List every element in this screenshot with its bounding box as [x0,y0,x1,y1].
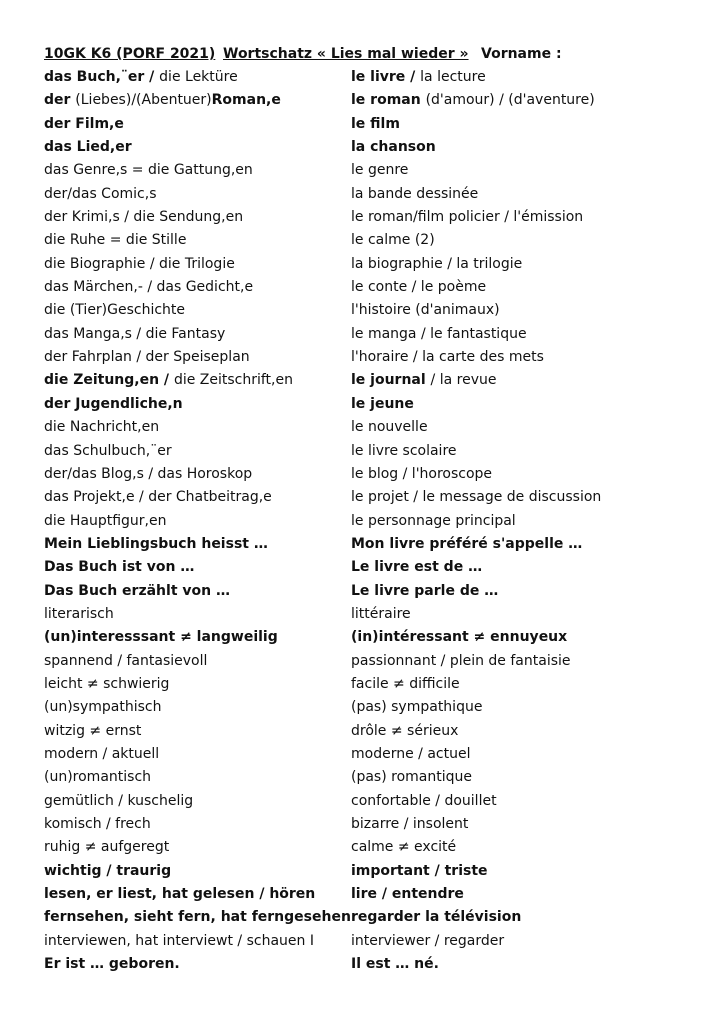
term-segment: (un)interesssant ≠ langweilig [44,629,278,646]
french-term [351,346,544,369]
term-segment: modern / aktuell [44,745,160,762]
french-term [351,790,497,813]
term-segment: Mein Lieblingsbuch heisst … [44,535,268,552]
french-term [351,440,457,463]
vocab-row [44,416,684,439]
term-segment: spannend / fantasievoll [44,652,208,669]
french-term [351,626,567,649]
french-term [351,369,496,392]
german-term [44,906,351,929]
course-code: 10GK K6 (PORF 2021) [44,46,216,62]
german-term [44,136,132,159]
vocabulary-sheet [44,44,684,976]
french-term [351,229,435,252]
term-segment: lesen, er liest, hat gelesen / hören [44,886,316,903]
french-term [351,953,439,976]
german-term [44,369,293,392]
term-segment: witzig ≠ ernst [44,722,142,739]
vocab-row [44,883,684,906]
vocab-row [44,136,684,159]
vocab-row [44,603,684,626]
german-term [44,696,161,719]
german-term [44,743,159,766]
vocab-row [44,299,684,322]
term-segment: der Film,e [44,115,124,132]
term-segment: das Lied,er [44,139,132,156]
french-term [351,580,498,603]
vocab-row [44,113,684,136]
german-term [44,930,314,953]
german-term [44,533,268,556]
term-segment: le calme (2) [351,232,435,249]
vocab-row [44,953,684,976]
french-term [351,813,468,836]
term-segment: interviewer / regarder [351,932,505,949]
term-segment: Er ist … geboren. [44,956,180,973]
french-term [351,743,470,766]
french-term [351,276,486,299]
vocab-row [44,696,684,719]
german-term [44,89,281,112]
term-segment: die Lektüre [159,69,238,85]
vocab-row [44,743,684,766]
vocab-row [44,930,684,953]
vocab-row [44,836,684,859]
term-segment: le blog / l'horoscope [351,465,493,482]
term-segment: la lecture [420,69,486,85]
german-term [44,650,207,673]
vocab-row [44,790,684,813]
french-term [351,416,428,439]
vocab-row [44,720,684,743]
term-segment: l'histoire (d'animaux) [351,302,500,319]
german-term [44,790,193,813]
french-term [351,930,504,953]
vocab-row [44,813,684,836]
term-segment: (un)sympathisch [44,699,162,716]
vocab-row [44,206,684,229]
sheet-header [44,44,684,64]
vocab-row [44,510,684,533]
french-term [351,556,482,579]
german-term [44,813,151,836]
french-term [351,89,595,112]
german-term [44,766,151,789]
term-segment: Mon livre préféré s'appelle … [351,535,583,552]
term-segment: (Liebes)/(Abentuer) [75,92,212,109]
term-segment: littéraire [351,605,411,622]
vocab-row [44,906,684,929]
vocab-row [44,346,684,369]
term-segment: Il est … né. [351,956,439,973]
vocab-row [44,89,684,112]
term-segment: (pas) sympathique [351,699,483,716]
german-term [44,883,315,906]
term-segment: passionnant / plein de fantaisie [351,652,571,669]
german-term [44,580,230,603]
term-segment: die (Tier)Geschichte [44,302,186,319]
french-term [351,206,583,229]
german-term [44,299,185,322]
term-segment: bizarre / insolent [351,816,469,832]
vocab-row [44,556,684,579]
term-segment: der Jugendliche,n [44,395,183,412]
term-segment: lire / entendre [351,886,464,903]
vocab-row [44,440,684,463]
term-segment: le journal [351,372,431,389]
french-term [351,860,488,883]
french-term [351,113,400,136]
german-term [44,673,169,696]
term-segment: fernsehen, sieht fern, hat ferngesehen [44,909,351,926]
french-term [351,883,464,906]
term-segment: Le livre est de … [351,559,483,576]
german-term [44,159,253,182]
german-term [44,416,159,439]
french-term [351,650,571,673]
term-segment: wichtig / traurig [44,862,172,879]
term-segment: die Zeitschrift,en [173,372,293,389]
vocab-row [44,580,684,603]
term-segment: Roman,e [211,92,281,109]
term-segment: ruhig ≠ aufgeregt [44,839,170,856]
german-term [44,393,183,416]
german-term [44,276,253,299]
term-segment: die Hauptfigur,en [44,512,167,529]
term-segment: facile ≠ difficile [351,675,460,692]
term-segment: drôle ≠ sérieux [351,722,459,739]
term-segment: das Genre,s = die Gattung,en [44,162,253,179]
vocab-row [44,276,684,299]
term-segment: der Fahrplan / der Speiseplan [44,349,250,366]
term-segment: important / triste [351,862,488,879]
french-term [351,66,486,89]
german-term [44,229,186,252]
term-segment: le roman/film policier / l'émission [351,209,584,226]
term-segment: le roman [351,92,426,109]
vocab-row [44,323,684,346]
french-term [351,673,460,696]
french-term [351,720,458,743]
french-term [351,696,482,719]
german-term [44,860,171,883]
vocab-row [44,533,684,556]
term-segment: komisch / frech [44,816,151,832]
term-segment: das Manga,s / die Fantasy [44,325,226,342]
term-segment: confortable / douillet [351,792,497,809]
vocab-row [44,650,684,673]
german-term [44,346,250,369]
term-segment: moderne / actuel [351,745,471,762]
term-segment: le livre / [351,69,421,85]
term-segment: la biographie / la trilogie [351,255,523,272]
term-segment: le projet / le message de discussion [351,489,602,506]
term-segment: der/das Comic,s [44,185,157,202]
term-segment: Le livre parle de … [351,582,499,599]
vocab-row [44,766,684,789]
first-name-label: Vorname : [481,46,562,62]
term-segment: / la revue [430,372,497,389]
french-term [351,766,472,789]
term-segment: leicht ≠ schwierig [44,675,170,692]
french-term [351,159,408,182]
term-segment: die Zeitung,en / [44,372,174,389]
vocab-row [44,673,684,696]
french-term [351,323,527,346]
term-segment: le jeune [351,395,414,412]
term-segment: die Nachricht,en [44,419,160,436]
term-segment: das Buch,¨er / [44,69,160,85]
term-segment: der/das Blog,s / das Horoskop [44,465,253,482]
french-term [351,603,411,626]
term-segment: das Märchen,- / das Gedicht,e [44,279,254,296]
german-term [44,486,272,509]
german-term [44,440,172,463]
term-segment: (d'amour) / (d'aventure) [425,92,595,109]
vocab-row [44,486,684,509]
vocab-row [44,183,684,206]
vocab-row [44,253,684,276]
term-segment: calme ≠ excité [351,839,457,856]
term-segment: das Schulbuch,¨er [44,442,172,459]
vocab-row [44,860,684,883]
term-segment: le nouvelle [351,419,428,436]
french-term [351,183,478,206]
term-segment: regarder la télévision [351,909,522,926]
term-segment: Das Buch ist von … [44,559,195,576]
term-segment: der Krimi,s / die Sendung,en [44,209,244,226]
french-term [351,533,582,556]
french-term [351,486,601,509]
vocab-row [44,626,684,649]
vocab-row [44,463,684,486]
vocabulary-list [44,66,684,976]
german-term [44,953,180,976]
vocab-row [44,159,684,182]
french-term [351,253,522,276]
term-segment: le livre scolaire [351,442,457,459]
vocab-row [44,369,684,392]
term-segment: le genre [351,162,409,179]
german-term [44,510,166,533]
french-term [351,463,492,486]
term-segment: interviewen, hat interviewt / schauen I [44,932,314,949]
term-segment: l'horaire / la carte des mets [351,349,544,366]
german-term [44,836,169,859]
german-term [44,113,124,136]
vocab-row [44,229,684,252]
german-term [44,323,225,346]
vocab-row [44,66,684,89]
term-segment: die Biographie / die Trilogie [44,255,235,272]
term-segment: Das Buch erzählt von … [44,582,230,599]
french-term [351,393,414,416]
term-segment: le conte / le poème [351,279,487,296]
vocab-row [44,393,684,416]
german-term [44,253,235,276]
german-term [44,626,278,649]
term-segment: la bande dessinée [351,185,479,202]
german-term [44,463,252,486]
french-term [351,510,516,533]
german-term [44,556,194,579]
french-term [351,906,521,929]
term-segment: le film [351,115,400,132]
german-term [44,206,243,229]
term-segment: le personnage principal [351,512,516,529]
term-segment: (pas) romantique [351,769,472,786]
german-term [44,720,141,743]
term-segment: literarisch [44,605,114,622]
term-segment: der [44,92,76,109]
french-term [351,836,456,859]
german-term [44,66,238,89]
term-segment: die Ruhe = die Stille [44,232,187,249]
german-term [44,183,157,206]
sheet-title: Wortschatz « Lies mal wieder » [223,46,469,62]
term-segment: le manga / le fantastique [351,325,527,342]
term-segment: (in)intéressant ≠ ennuyeux [351,629,568,646]
french-term [351,136,436,159]
term-segment: la chanson [351,139,436,156]
term-segment: (un)romantisch [44,769,152,786]
german-term [44,603,114,626]
term-segment: das Projekt,e / der Chatbeitrag,e [44,489,272,506]
french-term [351,299,500,322]
term-segment: gemütlich / kuschelig [44,792,194,809]
